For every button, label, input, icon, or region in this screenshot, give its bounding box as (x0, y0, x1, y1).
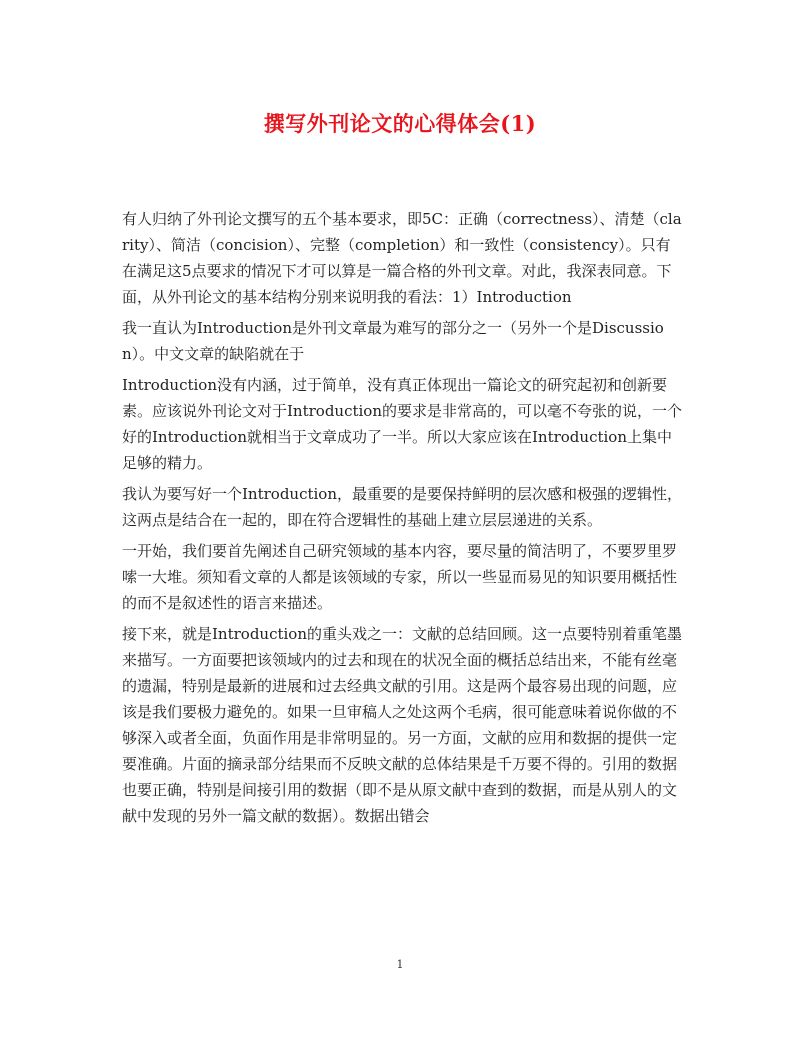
paragraph: 我认为要写好一个Introduction，最重要的是要保持鲜明的层次感和极强的逻辑性，这两点是结合在一起的，即在符合逻辑性的基础上建立层层递进的关系。 (122, 485, 682, 529)
paragraph: 有人归纳了外刊论文撰写的五个基本要求，即5C：正确（correctness）、清楚（clarity）、简洁（concision）、完整（completion）和一致性（consistency）。只有在满足这5点要求的情况下才可以算是一篇合格的外刊文章。对此，我深表同意。下面，从外刊论文的基本结构分别来说明我的看法：1）Introduction (122, 210, 682, 306)
paragraph: 接下来，就是Introduction的重头戏之一：文献的总结回顾。这一点要特别着重笔墨来描写。一方面要把该领域内的过去和现在的状况全面的概括总结出来，不能有丝毫的遗漏，特别是最新的进展和过去经典文献的引用。这是两个最容易出现的问题，应该是我们要极力避免的。如果一旦审稿人之处这两个毛病，很可能意味着说你做的不够深入或者全面，负面作用是非常明显的。另一方面，文献的应用和数据的提供一定要准确。片面的摘录部分结果而不反映文献的总体结果是千万要不得的。引用的数据也要正确，特别是间接引用的数据（即不是从原文献中查到的数据，而是从别人的文献中发现的另外一篇文献的数据）。数据出错会 (122, 625, 682, 825)
page-number: 1 (396, 958, 404, 971)
document-body (122, 206, 682, 834)
paragraph: 我一直认为Introduction是外刊文章最为难写的部分之一（另外一个是Discussion）。中文文章的缺陷就在于 (122, 319, 664, 363)
paragraph: 一开始，我们要首先阐述自己研究领域的基本内容，要尽量的简洁明了，不要罗里罗嗦一大堆。须知看文章的人都是该领域的专家，所以一些显而易见的知识要用概括性的而不是叙述性的语言来描述。 (122, 542, 678, 612)
paragraph: Introduction没有内涵，过于简单，没有真正体现出一篇论文的研究起初和创新要素。应该说外刊论文对于Introduction的要求是非常高的，可以毫不夸张的说，一个好的Introduction就相当于文章成功了一半。所以大家应该在Introduction上集中足够的精力。 (122, 376, 682, 472)
page-title: 撰写外刊论文的心得体会(1) (263, 111, 537, 136)
